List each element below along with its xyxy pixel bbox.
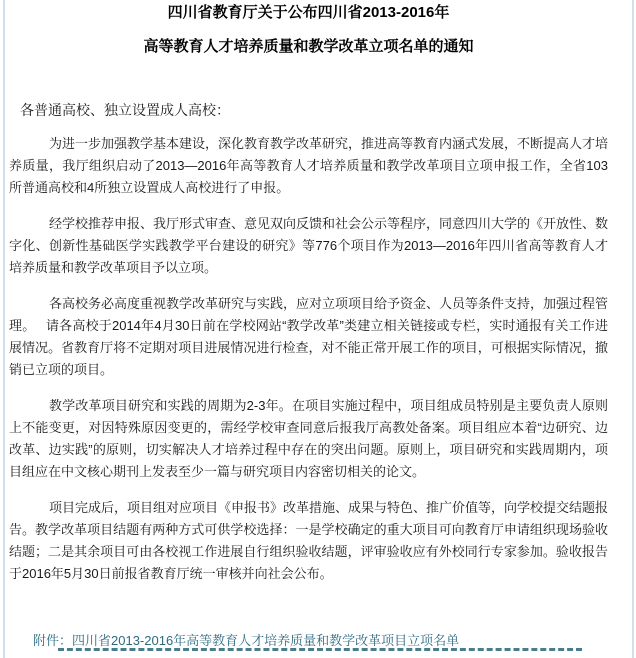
body-paragraph-4: 教学改革项目研究和实践的周期为2-3年。在项目实施过程中，项目组成员特别是主要负责人原则上不能变更，对因特殊原因变更的，需经学校审查同意后报我厅高教处备案。项目组应本着“边研究、边改革、边实践”的原则，切实解决人才培养过程中存在的突出问题。原则上，项目研究和实践周期内，项目组应在中文核心期刊上发表至少一篇与研究项目内容密切相关的论文。 bbox=[9, 398, 608, 479]
clipped-next-line-remnant bbox=[58, 648, 582, 651]
salutation-line: 各普通高校、独立设置成人高校： bbox=[20, 102, 230, 118]
attachment-link[interactable]: 附件：四川省2013-2016年高等教育人才培养质量和教学改革项目立项名单 bbox=[33, 633, 460, 648]
document-title-line-2: 高等教育人才培养质量和教学改革立项名单的通知 bbox=[143, 38, 474, 55]
body-paragraph-5: 项目完成后，项目组对应项目《申报书》改革措施、成果与特色、推广价值等，向学校提交结题报告。教学改革项目结题有两种方式可供学校选择：一是学校确定的重大项目可向教育厅申请组织现场验收结题；二是其余项目可由各校视工作进展自行组织验收结题，评审验收应有外校同行专家参加。验收报告于2016年5月30日前报省教育厅统一审核并向社会公布。 bbox=[9, 500, 609, 581]
notice-document-page bbox=[3, 0, 634, 658]
document-title-line-1: 四川省教育厅关于公布四川省2013-2016年 bbox=[167, 4, 450, 21]
body-paragraph-3: 各高校务必高度重视教学改革研究与实践，应对立项项目给予资金、人员等条件支持，加强过程管理。 请各高校于2014年4月30日前在学校网站“教学改革”类建立相关链接或专栏，实时通报有关工作进展情况。省教育厅将不定期对项目进展情况进行检查，对不能正常开展工作的项目，可根据实际情况，撤销已立项的项目。 bbox=[9, 296, 609, 377]
body-paragraph-2: 经学校推荐申报、我厅形式审查、意见双向反馈和社会公示等程序，同意四川大学的《开放性、数字化、创新性基础医学实践教学平台建设的研究》等776个项目作为2013—2016年四川省高等教育人才培养质量和教学改革项目予以立项。 bbox=[9, 216, 609, 275]
body-paragraph-1: 为进一步加强教学基本建设，深化教育教学改革研究，推进高等教育内涵式发展，不断提高人才培养质量，我厅组织启动了2013—2016年高等教育人才培养质量和教学改革项目立项申报工作，全省103所普通高校和4所独立设置成人高校进行了申报。 bbox=[9, 136, 609, 195]
